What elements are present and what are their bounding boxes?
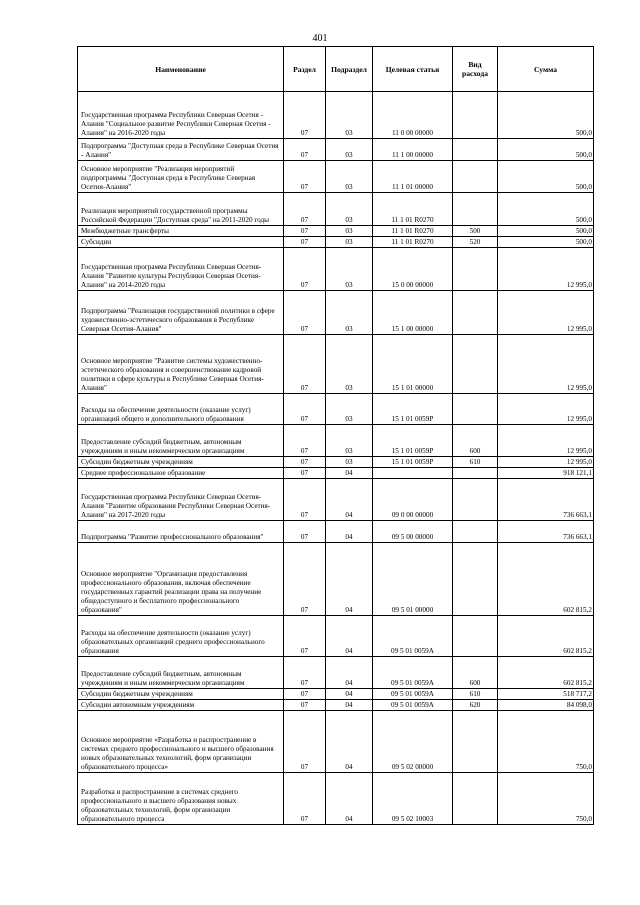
row-podrazdel: 04 xyxy=(326,689,373,700)
table-row xyxy=(78,711,594,773)
row-name: Субсидии бюджетным учреждениям xyxy=(78,457,284,468)
row-podrazdel: 04 xyxy=(326,468,373,479)
row-podrazdel: 03 xyxy=(326,425,373,457)
row-razdel: 07 xyxy=(284,468,326,479)
row-summa: 12 995,0 xyxy=(498,335,594,394)
row-name: Государственная программа Республики Северная Осетия - Алания "Социальное развитие Республики Северная Осетия - Алания" на 2016-2020 годы xyxy=(78,92,284,139)
header-razdel: Раздел xyxy=(284,47,326,92)
row-vid xyxy=(453,773,498,825)
row-summa: 500,0 xyxy=(498,237,594,248)
table-row xyxy=(78,616,594,657)
table-row xyxy=(78,700,594,711)
row-razdel: 07 xyxy=(284,92,326,139)
row-statya: 11 1 01 00000 xyxy=(373,161,453,193)
page-number: 401 xyxy=(312,33,328,44)
row-razdel: 07 xyxy=(284,700,326,711)
row-name: Основное мероприятие "Реализация мероприятий подпрограммы "Доступная среда в Республике Северная Осетия-Алания" xyxy=(78,161,284,193)
row-razdel: 07 xyxy=(284,543,326,616)
row-podrazdel: 04 xyxy=(326,773,373,825)
row-vid xyxy=(453,616,498,657)
row-podrazdel: 04 xyxy=(326,521,373,543)
row-podrazdel: 03 xyxy=(326,226,373,237)
row-vid xyxy=(453,161,498,193)
row-name: Межбюджетные трансферты xyxy=(78,226,284,237)
row-podrazdel: 03 xyxy=(326,335,373,394)
header-summa: Сумма xyxy=(498,47,594,92)
row-name: Предоставление субсидий бюджетным, автономным учреждениям и иным некоммерческим организациям xyxy=(78,425,284,457)
row-razdel: 07 xyxy=(284,335,326,394)
row-podrazdel: 03 xyxy=(326,457,373,468)
row-summa: 12 995,0 xyxy=(498,457,594,468)
row-razdel: 07 xyxy=(284,457,326,468)
row-razdel: 07 xyxy=(284,479,326,521)
row-summa: 12 995,0 xyxy=(498,425,594,457)
row-vid xyxy=(453,335,498,394)
table-row xyxy=(78,457,594,468)
row-statya xyxy=(373,468,453,479)
row-statya: 15 1 01 00000 xyxy=(373,335,453,394)
row-summa: 736 663,1 xyxy=(498,521,594,543)
row-summa: 500,0 xyxy=(498,161,594,193)
row-vid: 620 xyxy=(453,700,498,711)
row-razdel: 07 xyxy=(284,689,326,700)
table-row xyxy=(78,773,594,825)
row-name: Субсидии автономным учреждениям xyxy=(78,700,284,711)
row-name: Реализация мероприятий государственной программы Российской Федерации "Доступная среда" на 2011-2020 годы xyxy=(78,193,284,226)
row-podrazdel: 03 xyxy=(326,248,373,291)
row-statya: 15 1 01 0059Р xyxy=(373,425,453,457)
table-row xyxy=(78,161,594,193)
row-vid xyxy=(453,92,498,139)
row-vid: 500 xyxy=(453,226,498,237)
row-statya: 15 0 00 00000 xyxy=(373,248,453,291)
table-row xyxy=(78,425,594,457)
row-statya: 09 0 00 00000 xyxy=(373,479,453,521)
table-row xyxy=(78,335,594,394)
row-vid xyxy=(453,543,498,616)
row-razdel: 07 xyxy=(284,161,326,193)
row-vid xyxy=(453,711,498,773)
row-name: Среднее профессиональное образование xyxy=(78,468,284,479)
row-name: Субсидии xyxy=(78,237,284,248)
row-razdel: 07 xyxy=(284,139,326,161)
row-name: Подпрограмма "Развитие профессионального образования" xyxy=(78,521,284,543)
table-row xyxy=(78,657,594,689)
row-statya: 15 1 01 0059Р xyxy=(373,457,453,468)
row-podrazdel: 03 xyxy=(326,92,373,139)
row-statya: 15 1 00 00000 xyxy=(373,291,453,335)
row-podrazdel: 04 xyxy=(326,543,373,616)
row-name: Государственная программа Республики Северная Осетия-Алания "Развитие образования Республики Северная Осетия-Алания" на 2017-2020 годы xyxy=(78,479,284,521)
row-summa: 750,0 xyxy=(498,773,594,825)
row-razdel: 07 xyxy=(284,237,326,248)
row-razdel: 07 xyxy=(284,616,326,657)
row-razdel: 07 xyxy=(284,521,326,543)
row-summa: 12 995,0 xyxy=(498,291,594,335)
row-summa: 12 995,0 xyxy=(498,248,594,291)
row-podrazdel: 03 xyxy=(326,193,373,226)
row-podrazdel: 04 xyxy=(326,657,373,689)
row-summa: 918 121,1 xyxy=(498,468,594,479)
row-statya: 09 5 01 0059А xyxy=(373,657,453,689)
row-statya: 09 5 02 10003 xyxy=(373,773,453,825)
row-name: Основное мероприятие "Развитие системы художественно-эстетического образования и совершенствование кадровой политики в сфере культуры в Республике Северная Осетия-Алания" xyxy=(78,335,284,394)
header-podrazdel: Подраздел xyxy=(326,47,373,92)
row-summa: 602 815,2 xyxy=(498,657,594,689)
header-name: Наименование xyxy=(78,47,284,92)
row-podrazdel: 03 xyxy=(326,161,373,193)
table-row xyxy=(78,291,594,335)
row-statya: 11 1 00 00000 xyxy=(373,139,453,161)
row-name: Расходы на обеспечение деятельности (оказание услуг) образовательных организаций среднего профессионального образования xyxy=(78,616,284,657)
row-podrazdel: 04 xyxy=(326,700,373,711)
row-vid: 520 xyxy=(453,237,498,248)
row-vid xyxy=(453,248,498,291)
row-vid xyxy=(453,193,498,226)
row-statya: 11 1 01 R0270 xyxy=(373,237,453,248)
row-name: Предоставление субсидий бюджетным, автономным учреждениям и иным некоммерческим организациям xyxy=(78,657,284,689)
row-summa: 736 663,1 xyxy=(498,479,594,521)
table-row xyxy=(78,237,594,248)
row-summa: 602 815,2 xyxy=(498,543,594,616)
row-statya: 09 5 01 0059А xyxy=(373,616,453,657)
row-vid xyxy=(453,291,498,335)
table-row xyxy=(78,193,594,226)
row-name: Основное мероприятие «Разработка и распространение в системах среднего профессионального и высшего образования новых образовательных технологий, форм организации образовательного процесса» xyxy=(78,711,284,773)
row-vid xyxy=(453,479,498,521)
row-podrazdel: 03 xyxy=(326,139,373,161)
row-razdel: 07 xyxy=(284,193,326,226)
row-summa: 500,0 xyxy=(498,193,594,226)
row-statya: 09 5 02 00000 xyxy=(373,711,453,773)
table-row xyxy=(78,479,594,521)
row-podrazdel: 04 xyxy=(326,711,373,773)
row-name: Основное мероприятие "Организация предоставления профессионального образования, включая обеспечение государственных гарантий реализации права на получение общедоступного и бесплатного профессионального образования" xyxy=(78,543,284,616)
header-vid: Вид расхода xyxy=(453,47,498,92)
budget-table xyxy=(77,46,594,825)
row-vid xyxy=(453,139,498,161)
row-razdel: 07 xyxy=(284,248,326,291)
table-row xyxy=(78,226,594,237)
row-summa: 84 098,0 xyxy=(498,700,594,711)
row-statya: 11 1 01 R0270 xyxy=(373,226,453,237)
table-row xyxy=(78,394,594,425)
row-summa: 12 995,0 xyxy=(498,394,594,425)
row-razdel: 07 xyxy=(284,657,326,689)
row-name: Расходы на обеспечение деятельности (оказание услуг) организаций общего и дополнительного образования xyxy=(78,394,284,425)
row-statya: 09 5 01 0059А xyxy=(373,689,453,700)
row-podrazdel: 03 xyxy=(326,291,373,335)
row-vid: 610 xyxy=(453,689,498,700)
table-row xyxy=(78,139,594,161)
row-summa: 500,0 xyxy=(498,92,594,139)
table-row xyxy=(78,468,594,479)
row-name: Субсидии бюджетным учреждениям xyxy=(78,689,284,700)
row-summa: 602 815,2 xyxy=(498,616,594,657)
row-statya: 11 0 00 00000 xyxy=(373,92,453,139)
row-name: Государственная программа Республики Северная Осетия-Алания "Развитие культуры Республики Северная Осетия-Алания" на 2014-2020 годы xyxy=(78,248,284,291)
row-razdel: 07 xyxy=(284,394,326,425)
row-razdel: 07 xyxy=(284,773,326,825)
row-statya: 09 5 00 00000 xyxy=(373,521,453,543)
row-name: Подпрограмма "Реализация государственной политики в сфере художественно-эстетического образования в Республике Северная Осетия-Алания" xyxy=(78,291,284,335)
row-vid: 610 xyxy=(453,457,498,468)
row-vid xyxy=(453,468,498,479)
row-razdel: 07 xyxy=(284,226,326,237)
row-statya: 09 5 01 00000 xyxy=(373,543,453,616)
row-statya: 15 1 01 0059Р xyxy=(373,394,453,425)
table-body xyxy=(78,92,594,825)
row-name: Подпрограмма "Доступная среда в Республике Северная Осетия - Алания" xyxy=(78,139,284,161)
row-summa: 750,0 xyxy=(498,711,594,773)
row-podrazdel: 03 xyxy=(326,394,373,425)
row-podrazdel: 03 xyxy=(326,237,373,248)
row-podrazdel: 04 xyxy=(326,616,373,657)
table-row xyxy=(78,92,594,139)
row-statya: 11 1 01 R0270 xyxy=(373,193,453,226)
table-row xyxy=(78,689,594,700)
table-header-row xyxy=(78,47,594,92)
table-row xyxy=(78,543,594,616)
row-vid xyxy=(453,394,498,425)
row-summa: 500,0 xyxy=(498,139,594,161)
row-vid xyxy=(453,521,498,543)
row-summa: 518 717,2 xyxy=(498,689,594,700)
row-statya: 09 5 01 0059А xyxy=(373,700,453,711)
row-vid: 600 xyxy=(453,657,498,689)
row-vid: 600 xyxy=(453,425,498,457)
row-razdel: 07 xyxy=(284,291,326,335)
row-name: Разработка и распространение в системах среднего профессионального и высшего образования новых образовательных технологий, форм организации образовательного процесса xyxy=(78,773,284,825)
row-summa: 500,0 xyxy=(498,226,594,237)
header-statya: Целевая статья xyxy=(373,47,453,92)
row-podrazdel: 04 xyxy=(326,479,373,521)
row-razdel: 07 xyxy=(284,425,326,457)
table-row xyxy=(78,248,594,291)
row-razdel: 07 xyxy=(284,711,326,773)
table-row xyxy=(78,521,594,543)
